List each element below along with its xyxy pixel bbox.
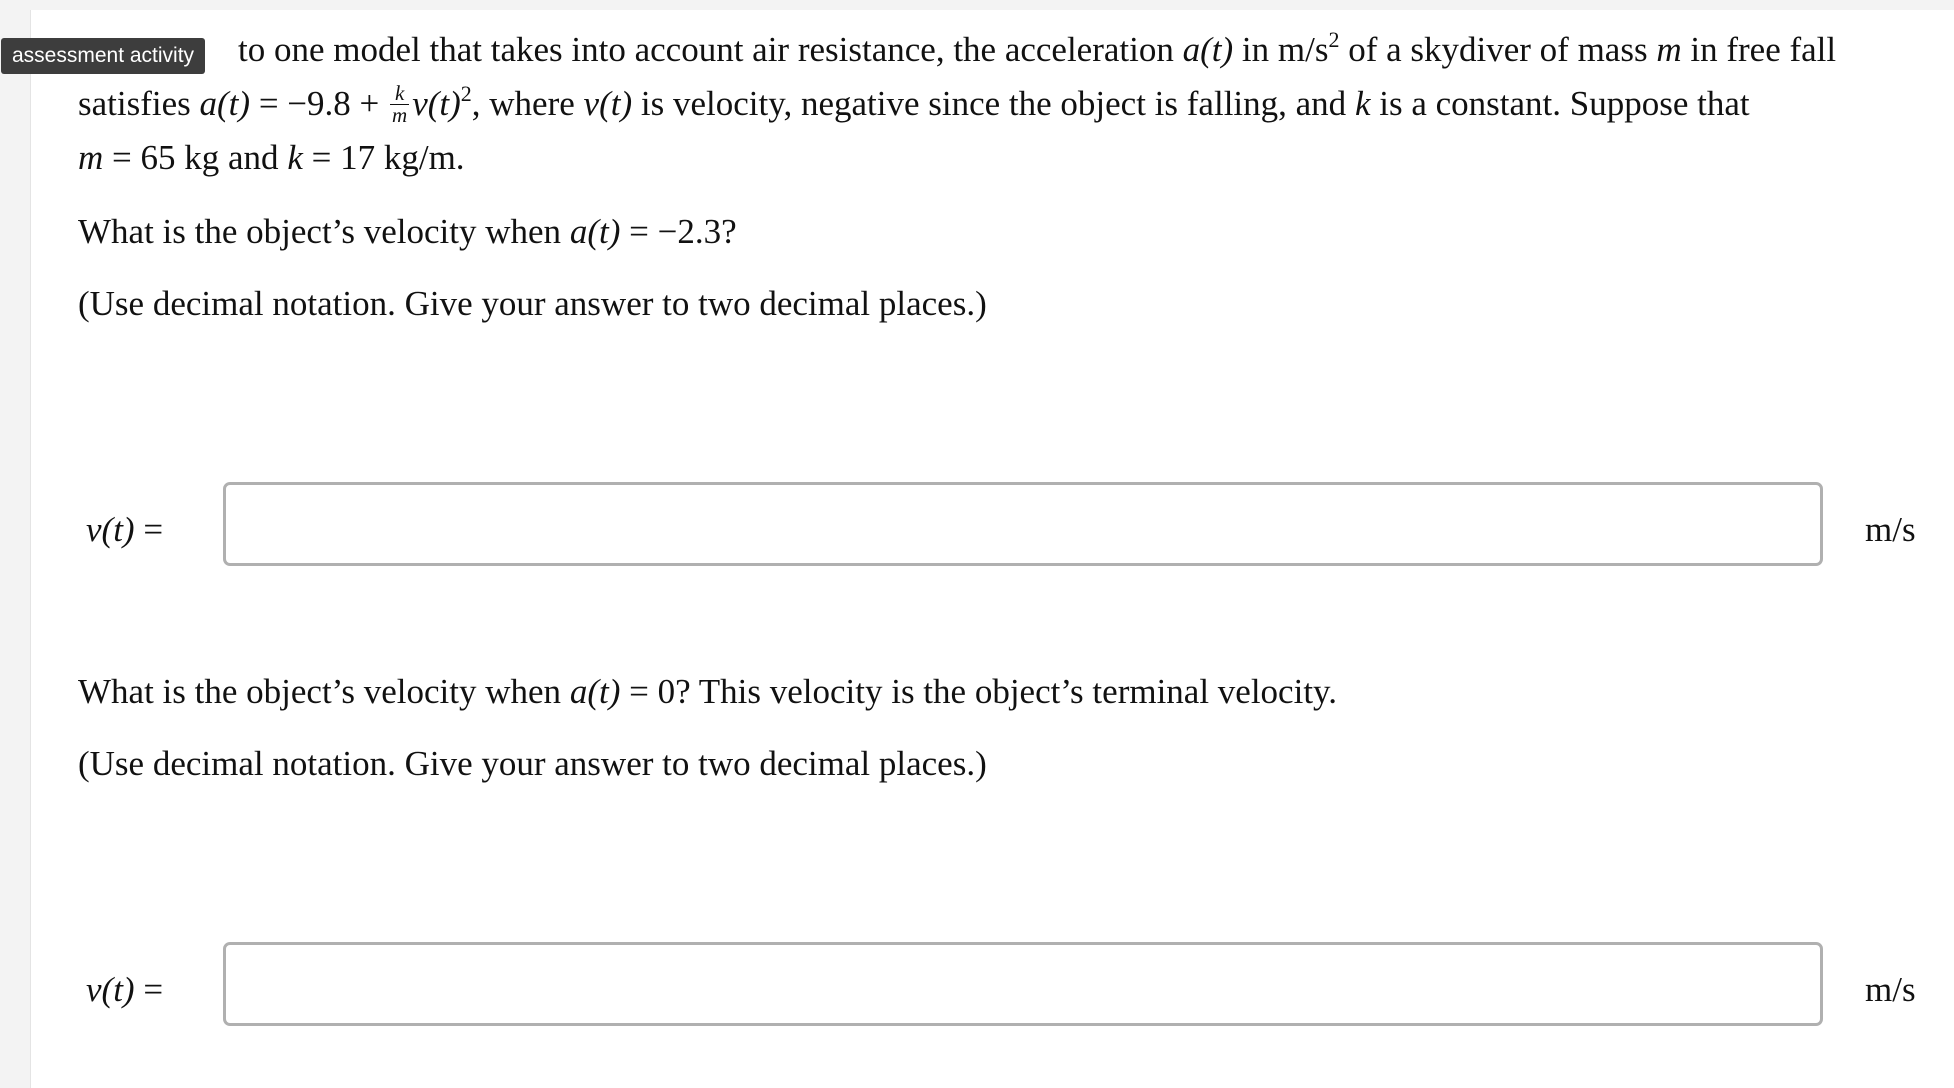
problem-line-1: to one model that takes into account air resistance, the acceleration a(t) in $m/s^2$ of a skydiver of mass m in free fall bbox=[238, 27, 1837, 69]
k-over-m-fraction: $\frac{k}{m}$ bbox=[392, 81, 408, 128]
left-gutter bbox=[0, 0, 31, 1088]
answer-1-input[interactable] bbox=[223, 482, 1823, 566]
assessment-activity-badge: assessment activity bbox=[1, 38, 205, 74]
answer-2-unit: m/s bbox=[1865, 970, 1916, 1009]
question-2-hint: (Use decimal notation. Give your answer to two decimal places.) bbox=[78, 744, 987, 783]
question-1-text: What is the object’s velocity when a(t) = −2.3? bbox=[78, 212, 737, 251]
question-1-hint: (Use decimal notation. Give your answer to two decimal places.) bbox=[78, 284, 987, 323]
answer-1-unit: m/s bbox=[1865, 510, 1916, 549]
problem-line-2: satisfies a(t) = −9.8 + $\frac{k}{m}$ $v(t)^2$, where v(t) is velocity, negative since the object is falling, and k is a constant. Suppose that bbox=[78, 81, 1750, 128]
answer-2-label: v(t) = bbox=[86, 970, 164, 1009]
problem-line-3: m = 65 kg and k = 17 kg/m. bbox=[78, 138, 465, 177]
answer-2-input[interactable] bbox=[223, 942, 1823, 1026]
answer-1-label: v(t) = bbox=[86, 510, 164, 549]
top-strip bbox=[30, 0, 1954, 10]
question-2-text: What is the object’s velocity when a(t) = 0? This velocity is the object’s terminal velocity. bbox=[78, 672, 1338, 711]
